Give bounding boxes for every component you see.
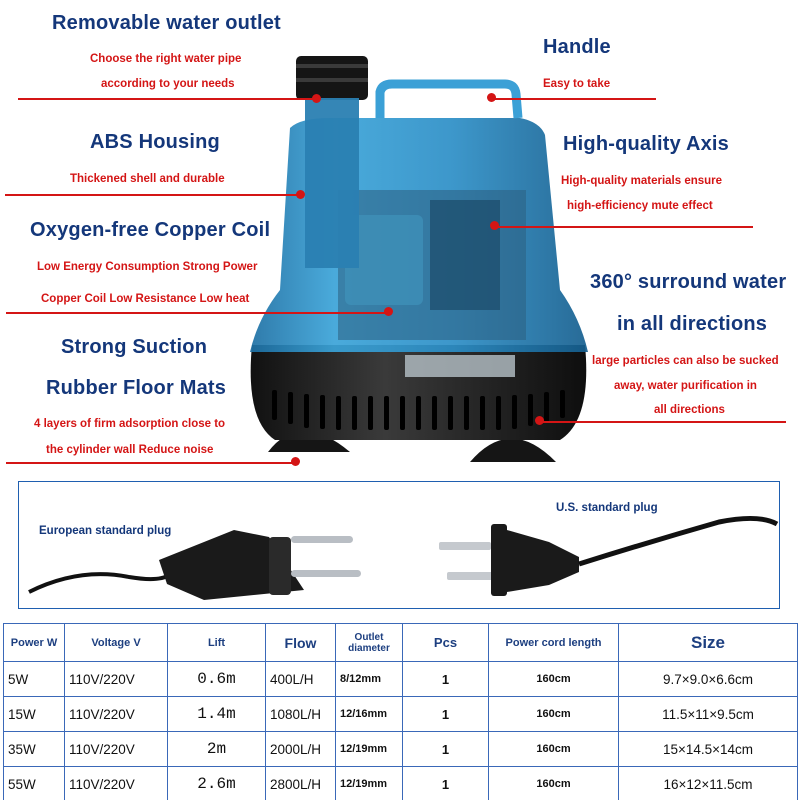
cell-power: 15W [4, 697, 65, 732]
cell-voltage: 110V/220V [65, 732, 168, 767]
cell-voltage: 110V/220V [65, 767, 168, 800]
cell-outlet-diameter: 12/19mm [336, 767, 403, 800]
cell-lift: 2m [168, 732, 266, 767]
coil-title: Oxygen-free Copper Coil [30, 219, 271, 241]
handle-note: Easy to take [543, 78, 611, 90]
cell-outlet-diameter: 12/19mm [336, 732, 403, 767]
eu-plug-image [19, 482, 399, 607]
cell-power: 55W [4, 767, 65, 800]
cell-size: 16×12×11.5cm [619, 767, 798, 800]
cell-lift: 1.4m [168, 697, 266, 732]
outlet-leader-line [18, 98, 316, 100]
surround-note-2: away, water purification in [614, 380, 757, 392]
table-row [4, 767, 798, 800]
eu-plug-label: European standard plug [39, 525, 172, 537]
handle-title: Handle [543, 36, 611, 58]
spec-table [3, 623, 798, 800]
cell-outlet-diameter: 12/16mm [336, 697, 403, 732]
cell-power: 35W [4, 732, 65, 767]
header-power-cord-length: Power cord length [489, 624, 619, 662]
header-power: Power W [4, 624, 65, 662]
coil-note-1: Low Energy Consumption Strong Power [37, 261, 258, 273]
outlet-leader-dot [312, 94, 321, 103]
cell-size: 9.7×9.0×6.6cm [619, 662, 798, 697]
surround-note-1: large particles can also be sucked [592, 355, 779, 367]
surround-title-1: 360° surround water [590, 271, 787, 293]
coil-leader-dot [384, 307, 393, 316]
cell-voltage: 110V/220V [65, 662, 168, 697]
housing-leader-dot [296, 190, 305, 199]
cell-pcs: 1 [403, 732, 489, 767]
cell-flow: 400L/H [266, 662, 336, 697]
cell-flow: 2000L/H [266, 732, 336, 767]
surround-note-3: all directions [654, 404, 725, 416]
axis-note-2: high-efficiency mute effect [567, 200, 713, 212]
suction-leader-dot [291, 457, 300, 466]
cell-cord-length: 160cm [489, 767, 619, 800]
cell-lift: 0.6m [168, 662, 266, 697]
suction-note-1: 4 layers of firm adsorption close to [34, 418, 226, 430]
axis-note-1: High-quality materials ensure [561, 175, 723, 187]
outlet-note-2: according to your needs [101, 78, 235, 90]
cell-cord-length: 160cm [489, 732, 619, 767]
plug-types-panel [18, 481, 780, 609]
coil-leader-line [6, 312, 389, 314]
cell-cord-length: 160cm [489, 662, 619, 697]
axis-title: High-quality Axis [563, 133, 730, 155]
cell-pcs: 1 [403, 767, 489, 800]
housing-title: ABS Housing [90, 131, 220, 153]
header-pcs: Pcs [403, 624, 489, 662]
outlet-title: Removable water outlet [52, 12, 281, 34]
handle-leader-line [492, 98, 656, 100]
cell-flow: 1080L/H [266, 697, 336, 732]
us-plug-label: U.S. standard plug [556, 502, 658, 514]
cell-outlet-diameter: 8/12mm [336, 662, 403, 697]
table-row [4, 697, 798, 732]
suction-title-1: Strong Suction [61, 336, 208, 358]
cell-size: 11.5×11×9.5cm [619, 697, 798, 732]
cell-voltage: 110V/220V [65, 697, 168, 732]
housing-leader-line [5, 194, 301, 196]
us-plug-image [429, 482, 779, 607]
header-flow: Flow [266, 624, 336, 662]
cell-lift: 2.6m [168, 767, 266, 800]
suction-title-2: Rubber Floor Mats [46, 377, 227, 399]
table-header-row [4, 624, 798, 662]
suction-leader-line [6, 462, 296, 464]
suction-note-2: the cylinder wall Reduce noise [46, 444, 214, 456]
surround-leader-line [540, 421, 786, 423]
header-outlet-diameter: Outlet diameter [336, 624, 403, 662]
header-size: Size [619, 624, 798, 662]
cell-pcs: 1 [403, 697, 489, 732]
header-voltage: Voltage V [65, 624, 168, 662]
outlet-note-1: Choose the right water pipe [90, 53, 242, 65]
table-row [4, 732, 798, 767]
cell-cord-length: 160cm [489, 697, 619, 732]
cell-power: 5W [4, 662, 65, 697]
axis-leader-line [495, 226, 753, 228]
coil-note-2: Copper Coil Low Resistance Low heat [41, 293, 250, 305]
header-lift: Lift [168, 624, 266, 662]
cell-pcs: 1 [403, 662, 489, 697]
cell-flow: 2800L/H [266, 767, 336, 800]
surround-title-2: in all directions [617, 313, 768, 335]
table-row [4, 662, 798, 697]
housing-note: Thickened shell and durable [70, 173, 225, 185]
cell-size: 15×14.5×14cm [619, 732, 798, 767]
